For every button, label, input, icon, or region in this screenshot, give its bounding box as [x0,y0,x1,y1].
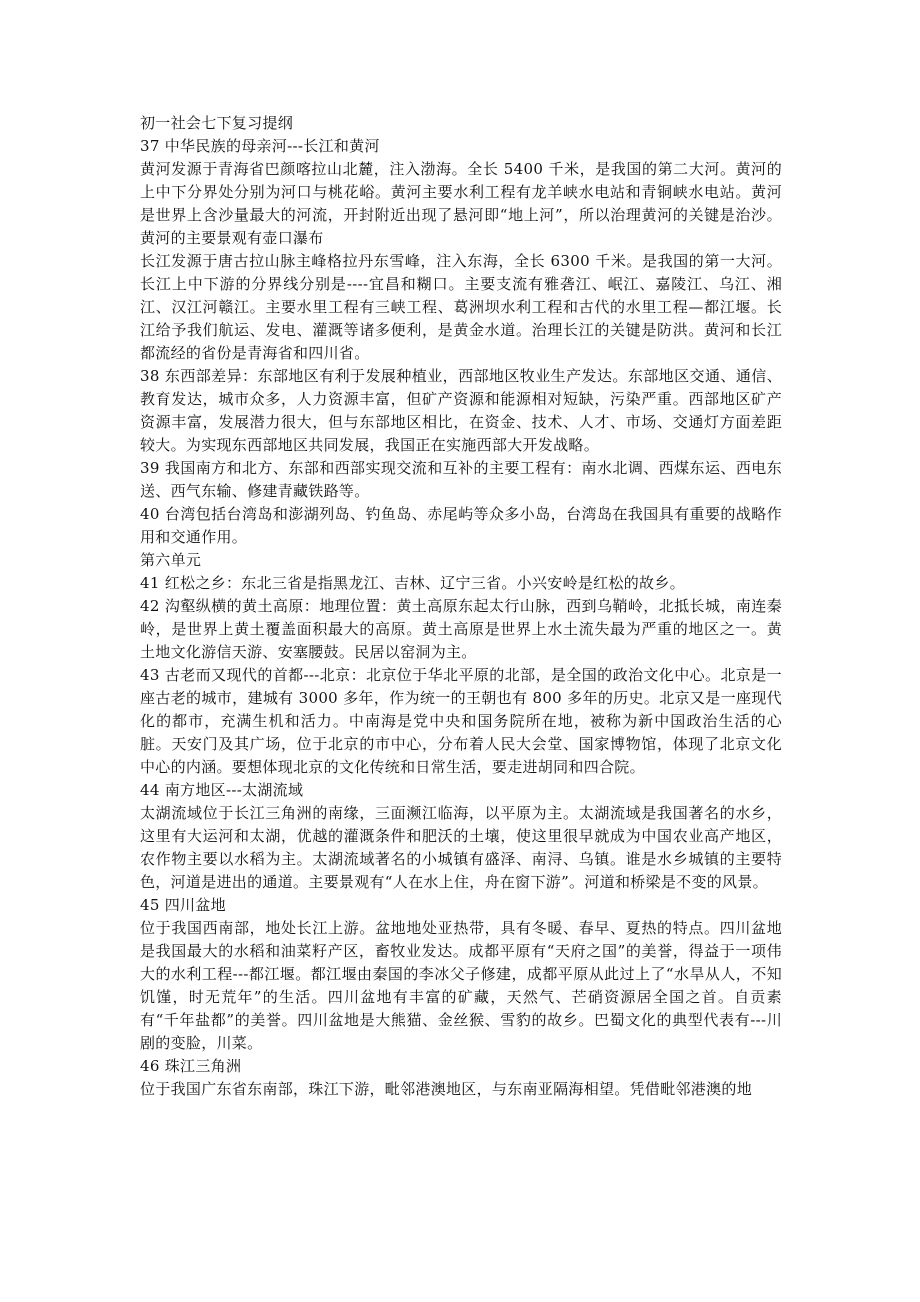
document-page [140,112,782,1101]
heading-44: 44 南方地区---太湖流域 [140,781,304,799]
heading-37: 37 中华民族的母亲河---长江和黄河 [140,137,380,155]
paragraph-42: 42 沟壑纵横的黄土高原：地理位置：黄土高原东起太行山脉，西到乌鞘岭，北抵长城，南连秦岭，是世界上黄土覆盖面积最大的高原。黄土高原是世界上水土流失最为严重的地区之一。黄土地文化游信天游、安塞腰鼓。民居以窑洞为主。 [140,597,782,661]
paragraph-38: 38 东西部差异：东部地区有利于发展种植业，西部地区牧业生产发达。东部地区交通、通信、教育发达，城市众多，人力资源丰富，但矿产资源和能源相对短缺，污染严重。西部地区矿产资源丰富，发展潜力很大，但与东部地区相比，在资金、技术、人才、市场、交通灯方面差距较大。为实现东西部地区共同发展，我国正在实施西部大开发战略。 [140,367,782,454]
paragraph-41: 41 红松之乡：东北三省是指黑龙江、吉林、辽宁三省。小兴安岭是红松的故乡。 [140,574,685,592]
unit-heading: 第六单元 [140,551,202,569]
paragraph-taihu: 太湖流域位于长江三角洲的南缘，三面濒江临海，以平原为主。太湖流域是我国著名的水乡，这里有大运河和太湖，优越的灌溉条件和肥沃的土壤，使这里很早就成为中国农业高产地区，农作物主要以水稻为主。太湖流域著名的小城镇有盛泽、南浔、乌镇。谁是水乡城镇的主要特色，河道是进出的通道。主要景观有“人在水上住，舟在窗下游”。河道和桥梁是不变的风景。 [140,804,782,891]
paragraph-40: 40 台湾包括台湾岛和澎湖列岛、钓鱼岛、赤尾屿等众多小岛，台湾岛在我国具有重要的战略作用和交通作用。 [140,505,782,546]
paragraph-43: 43 古老而又现代的首都---北京：北京位于华北平原的北部，是全国的政治文化中心。北京是一座古老的城市，建城有 3000 多年，作为统一的王朝也有 800 多年的历史。北京又是一座现代化的都市，充满生机和活力。中南海是党中央和国务院所在地，被称为新中国政治生活的心脏。天安门及其广场，位于北京的市中心，分布着人民大会堂、国家博物馆，体现了北京文化中心的内涵。要想体现北京的文化传统和日常生活，要走进胡同和四合院。 [140,666,782,776]
paragraph-yellow-river: 黄河发源于青海省巴颜喀拉山北麓，注入渤海。全长 5400 千米，是我国的第二大河。黄河的上中下分界处分别为河口与桃花峪。黄河主要水利工程有龙羊峡水电站和青铜峡水电站。黄河是世界上含沙量最大的河流，开封附近出现了悬河即“地上河”，所以治理黄河的关键是治沙。黄河的主要景观有壶口瀑布 [140,160,782,247]
heading-45: 45 四川盆地 [140,896,226,914]
document-title: 初一社会七下复习提纲 [140,114,294,132]
heading-46: 46 珠江三角洲 [140,1057,242,1075]
paragraph-yangtze-river: 长江发源于唐古拉山脉主峰格拉丹东雪峰，注入东海，全长 6300 千米。是我国的第一大河。长江上中下游的分界线分别是----宜昌和糊口。主要支流有雅砻江、岷江、嘉陵江、乌江、湘江、汉江河赣江。主要水里工程有三峡工程、葛洲坝水利工程和古代的水里工程—都江堰。长江给予我们航运、发电、灌溉等诸多便利，是黄金水道。治理长江的关键是防洪。黄河和长江都流经的省份是青海省和四川省。 [140,252,782,362]
paragraph-39: 39 我国南方和北方、东部和西部实现交流和互补的主要工程有：南水北调、西煤东运、西电东送、西气东输、修建青藏铁路等。 [140,459,782,500]
paragraph-pearl-river: 位于我国广东省东南部，珠江下游，毗邻港澳地区，与东南亚隔海相望。凭借毗邻港澳的地 [140,1080,753,1098]
paragraph-sichuan: 位于我国西南部，地处长江上游。盆地地处亚热带，具有冬暖、春早、夏热的特点。四川盆地是我国最大的水稻和油菜籽产区，畜牧业发达。成都平原有“天府之国”的美誉，得益于一项伟大的水利工程---都江堰。都江堰由秦国的李冰父子修建，成都平原从此过上了“水旱从人，不知饥馑，时无荒年”的生活。四川盆地有丰富的矿藏，天然气、芒硝资源居全国之首。自贡素有“千年盐都”的美誉。四川盆地是大熊猫、金丝猴、雪豹的故乡。巴蜀文化的典型代表有---川剧的变脸，川菜。 [140,919,782,1052]
